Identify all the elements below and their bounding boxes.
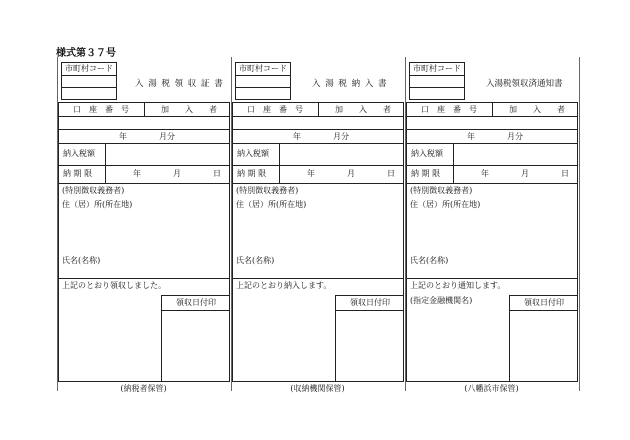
payment-panel [231,57,406,391]
amount-label: 納入税額 [411,149,443,158]
subscriber-label: 加 入 者 [335,105,391,114]
statement-text: 上記のとおり通知します。 [410,281,506,290]
receipt-panel [57,57,232,391]
year-month-label: 年 月分 [119,132,175,141]
keeper-label: (納税者保管) [120,384,167,393]
statement-text: 上記のとおり納入します。 [236,281,332,290]
receipt-stamp-box [161,295,230,382]
subscriber-label: 加 入 者 [509,105,565,114]
year-month-label: 年 月分 [293,132,349,141]
name-label: 氏名(名称) [410,256,449,265]
form-number: 様式第３７号 [56,48,116,59]
account-number-label: 口 座 番 号 [247,105,303,114]
municipality-code-label: 市町村コード [62,63,116,76]
special-collector-label: (特別徴収義務者) [236,186,299,195]
municipality-code-label: 市町村コード [236,63,290,76]
deadline-date-label: 年 月 日 [133,169,221,178]
keeper-label: (八幡浜市保管) [464,384,519,393]
account-number-label: 口 座 番 号 [73,105,129,114]
year-month-label: 年 月分 [467,132,523,141]
notice-stamp-box [509,295,578,382]
receipt-table [58,102,230,382]
receipt-title: 入 湯 税 領 収 証 書 [135,79,224,89]
address-label: 住（居）所(所在地) [410,200,481,209]
deadline-date-label: 年 月 日 [307,169,395,178]
municipality-code-box[interactable] [61,62,117,100]
statement-text: 上記のとおり領収しました。 [62,281,166,290]
notice-title: 入湯税領収済通知書 [486,79,563,89]
designated-bank-label: (指定金融機関名) [410,296,473,305]
account-number-label: 口 座 番 号 [421,105,477,114]
municipality-code-box[interactable] [409,62,465,100]
deadline-date-label: 年 月 日 [481,169,569,178]
deadline-label: 納 期 限 [411,169,441,178]
amount-label: 納入税額 [237,149,269,158]
special-collector-label: (特別徴収義務者) [410,186,473,195]
municipality-code-box[interactable] [235,62,291,100]
payment-title: 入 湯 税 納 入 書 [312,79,388,89]
name-label: 氏名(名称) [236,256,275,265]
deadline-label: 納 期 限 [63,169,93,178]
deadline-label: 納 期 限 [237,169,267,178]
subscriber-label: 加 入 者 [161,105,217,114]
notice-table [406,102,578,382]
payment-stamp-box [335,295,404,382]
amount-label: 納入税額 [63,149,95,158]
address-label: 住（居）所(所在地) [236,200,307,209]
stamp-header: 領収日付印 [510,296,578,311]
address-label: 住（居）所(所在地) [62,200,133,209]
keeper-label: (収納機関保管) [290,384,345,393]
stamp-header: 領収日付印 [336,296,404,311]
notice-panel [405,57,580,391]
municipality-code-label: 市町村コード [410,63,464,76]
stamp-header: 領収日付印 [162,296,230,311]
name-label: 氏名(名称) [62,256,101,265]
payment-table [232,102,404,382]
special-collector-label: (特別徴収義務者) [62,186,125,195]
